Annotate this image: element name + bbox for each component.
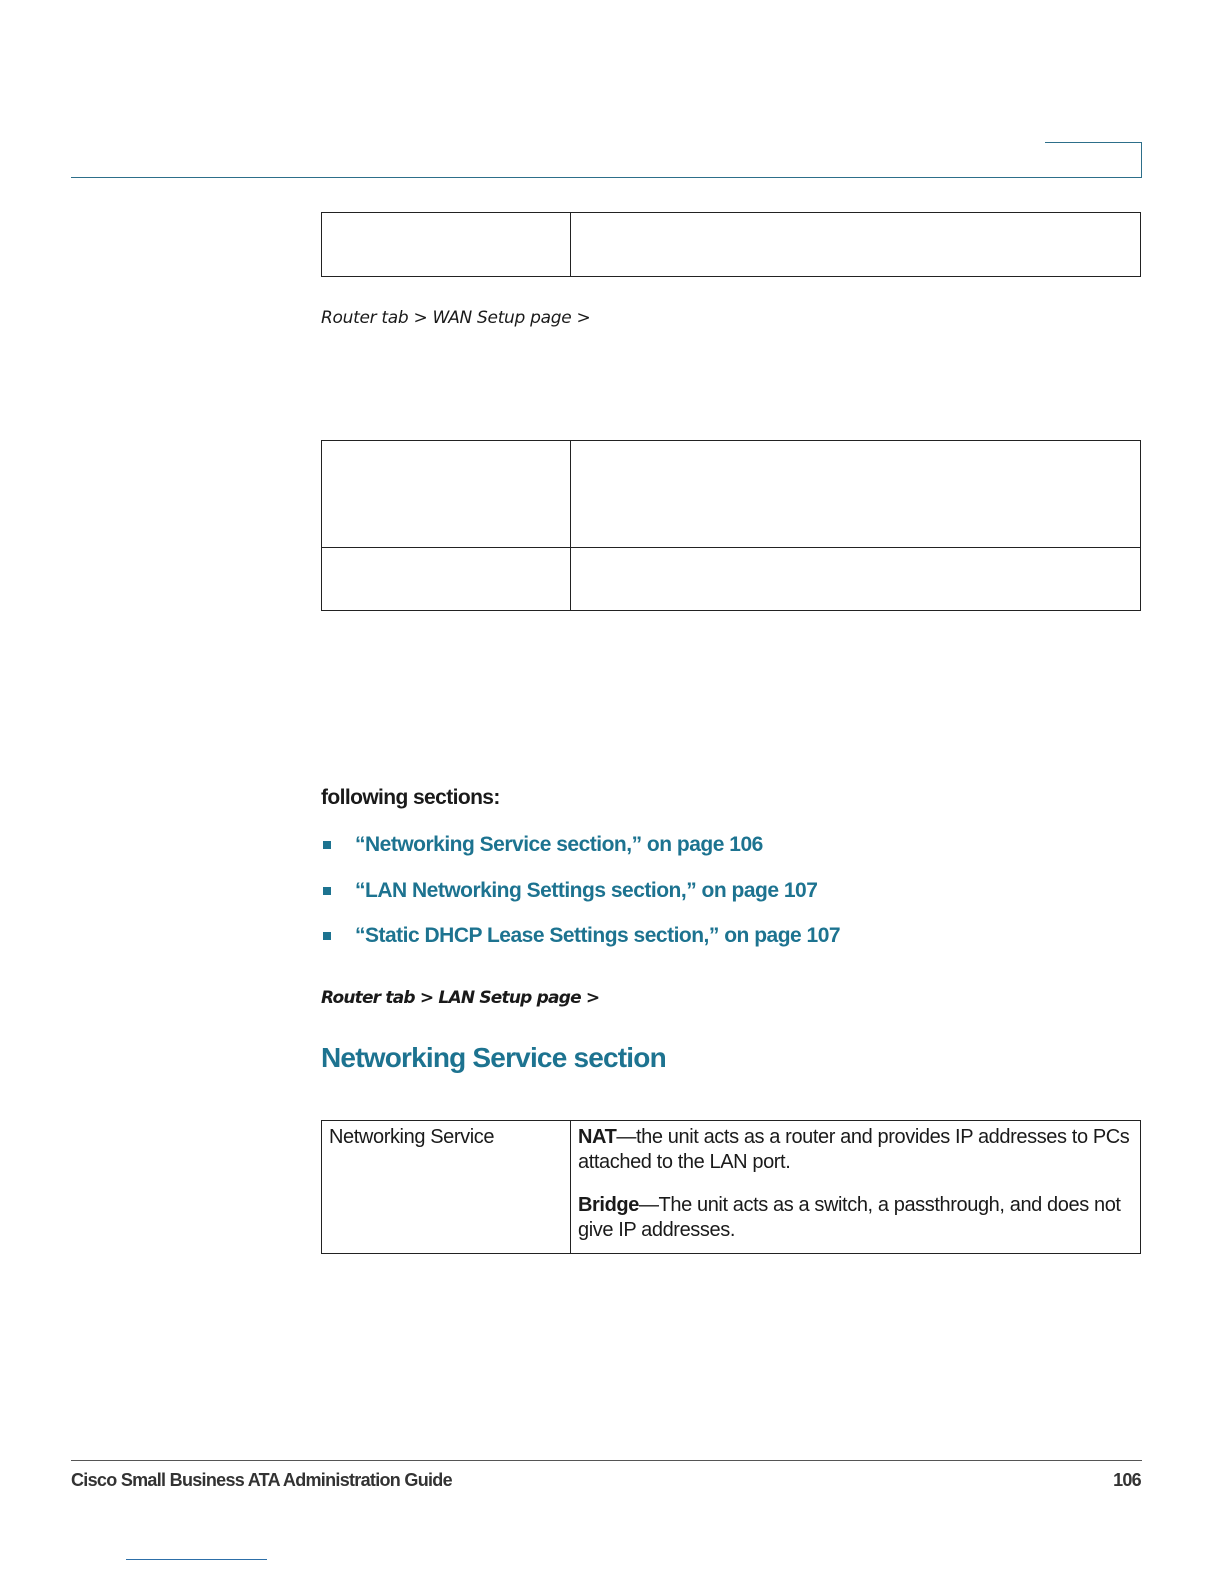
table-row bbox=[322, 548, 1141, 611]
section-link-list bbox=[321, 830, 840, 967]
option-bridge bbox=[578, 1193, 1132, 1243]
bullet-square-icon bbox=[323, 887, 331, 895]
section-link-static-dhcp-lease-settings[interactable] bbox=[321, 921, 840, 967]
table-cell bbox=[322, 548, 571, 611]
option-name: NAT bbox=[578, 1126, 617, 1148]
section-link-lan-networking-settings[interactable] bbox=[321, 876, 840, 922]
top-table bbox=[321, 212, 1141, 277]
section-link-label: “Static DHCP Lease Settings section,” on page 107 bbox=[355, 924, 841, 947]
wan-breadcrumb: Router tab > WAN Setup page > bbox=[321, 308, 591, 328]
footer-title: Cisco Small Business ATA Administration Guide bbox=[71, 1470, 452, 1490]
lan-breadcrumb: Router tab > LAN Setup page > bbox=[321, 988, 600, 1008]
option-description: —the unit acts as a router and provides IP addresses to PCs attached to the LAN port. bbox=[578, 1126, 1130, 1173]
option-nat bbox=[578, 1125, 1132, 1175]
table-cell bbox=[571, 548, 1141, 611]
header-corner-box bbox=[1045, 142, 1142, 178]
bullet-square-icon bbox=[323, 932, 331, 940]
field-name: Networking Service bbox=[329, 1126, 495, 1148]
section-heading: Networking Service section bbox=[321, 1042, 666, 1073]
field-name-cell bbox=[322, 1121, 571, 1254]
option-description: —The unit acts as a switch, a passthrough, and does not give IP addresses. bbox=[578, 1194, 1121, 1241]
footer-rule bbox=[71, 1460, 1142, 1461]
header-rule bbox=[71, 177, 1142, 178]
intro-text: following sections: bbox=[321, 786, 500, 809]
table-cell bbox=[322, 441, 571, 548]
bottom-underline bbox=[126, 1559, 267, 1560]
field-description-cell bbox=[571, 1121, 1141, 1254]
footer-page-number: 106 bbox=[1113, 1470, 1141, 1490]
wan-table bbox=[321, 440, 1141, 611]
table-cell bbox=[322, 213, 571, 277]
table-cell bbox=[571, 441, 1141, 548]
option-name: Bridge bbox=[578, 1194, 639, 1216]
section-link-label: “LAN Networking Settings section,” on page 107 bbox=[355, 878, 818, 902]
table-row bbox=[322, 1121, 1141, 1254]
table-row bbox=[322, 441, 1141, 548]
bullet-square-icon bbox=[323, 841, 331, 849]
table-row bbox=[322, 213, 1141, 277]
section-link-label: “Networking Service section,” on page 106 bbox=[355, 833, 763, 856]
networking-service-table bbox=[321, 1120, 1141, 1254]
table-cell bbox=[571, 213, 1141, 277]
section-link-networking-service[interactable] bbox=[321, 830, 840, 876]
